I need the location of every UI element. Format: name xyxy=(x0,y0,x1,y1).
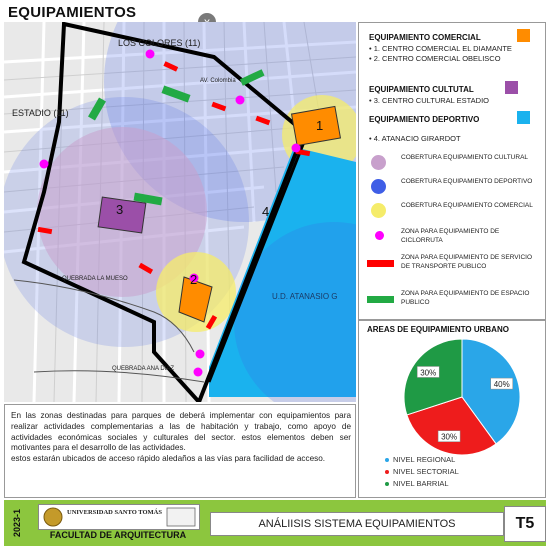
cicloruta-dot xyxy=(194,368,203,377)
legend-dot-sectorial xyxy=(385,470,389,474)
coverage-deportivo-east xyxy=(234,222,356,402)
legend-deportivo-title: EQUIPAMIENTO DEPORTIVO xyxy=(369,115,480,124)
label-quebrada-ana-diaz: QUEBRADA ANA DIAZ xyxy=(112,366,175,372)
legend-panel: EQUIPAMIENTO COMERCIAL • 1. CENTRO COMERCIAL EL DIAMANTE • 2. CENTRO COMERCIAL OBELISCO EQUIPAMIENTO CULTUTAL • 3. CENTRO CULTURAL ESTADIO EQUIPAMIENTO DEPORTIVO • 4. ATANACIO GIRARDOT COBERTURA EQUIPAMIENTO CULTURAL COBERTURA EQUIPAMIENTO DEPORTIVO COBERTURA EQUIPAMIENTO COMERCIAL ZONA PARA EQUIPAMIENTO DE CICLORRUTA ZONA PARA EQUIPAMIENTO DE SERVICIO DE TRANSPORTE PUBLICO ZONA PARA EQUIPAMIENTO DE ESPACIO PUBLICO xyxy=(358,22,546,320)
cicloruta-dot xyxy=(196,350,205,359)
zone-label-4: 4 xyxy=(262,204,270,219)
page-title: EQUIPAMIENTOS xyxy=(8,4,137,21)
label-av-colombia: AV. Colombia xyxy=(200,78,236,84)
zone-label-3: 3 xyxy=(116,202,124,217)
legend-coverage-comercial: COBERTURA EQUIPAMIENTO COMERCIAL xyxy=(401,202,533,209)
legend-coverage-comercial-swatch xyxy=(371,203,386,218)
legend-dot-barrial xyxy=(385,482,389,486)
label-estadio: ESTADIO (11) xyxy=(12,108,69,118)
legend-coverage-cultural-swatch xyxy=(371,155,386,170)
legend-transporte-swatch xyxy=(367,260,394,267)
legend-coverage-cultural: COBERTURA EQUIPAMIENTO CULTURAL xyxy=(401,154,529,161)
zone-label-1: 1 xyxy=(316,118,324,133)
map-panel[interactable] xyxy=(4,22,356,402)
legend-cicloruta-swatch xyxy=(375,231,384,240)
chart-panel xyxy=(358,320,546,498)
legend-regional: NIVEL REGIONAL xyxy=(393,455,456,464)
pie-label-2: 30% xyxy=(420,368,437,378)
legend-barrial: NIVEL BARRIAL xyxy=(393,479,449,488)
label-ud-atanasio: U.D. ATANASIO G xyxy=(272,292,338,301)
legend-deportivo-item: 4. ATANACIO GIRARDOT xyxy=(373,134,461,143)
cicloruta-dot xyxy=(40,160,49,169)
label-quebrada-la-mueso: QUEBRADA LA MUESO xyxy=(62,276,128,282)
cicloruta-dot xyxy=(292,144,301,153)
legend-sectorial: NIVEL SECTORIAL xyxy=(393,467,459,476)
label-los-colores: LOS COLORES (11) xyxy=(118,38,201,48)
university-seal-icon xyxy=(44,508,62,526)
legend-cultural-title: EQUIPAMIENTO CULTUTAL xyxy=(369,85,474,94)
legend-comercial-swatch xyxy=(517,29,530,42)
legend-zone-cicloruta: ZONA PARA EQUIPAMIENTO DE CICLORRUTA xyxy=(401,228,500,244)
description-p1: En las zonas destinadas para parques de deberá implementar con equipamientos para realizar actividades complementarias a las de habitación y trabajo, como apoyo de actividades económicas sociales y culturales del sector. estos elementos deben ser motivantes para el desarrollo de las actividades. xyxy=(11,411,351,453)
zone-label-2: 2 xyxy=(190,272,198,287)
legend-comercial-item: 2. CENTRO COMERCIAL OBELISCO xyxy=(373,54,501,63)
legend-comercial-title: EQUIPAMIENTO COMERCIAL xyxy=(369,33,481,42)
description-panel xyxy=(4,404,356,498)
pie-chart xyxy=(359,335,545,459)
urban-map xyxy=(4,22,356,402)
faculty-label: FACULTAD DE ARQUITECTURA xyxy=(49,530,187,540)
legend-coverage-deportivo: COBERTURA EQUIPAMIENTO DEPORTIVO xyxy=(401,178,533,185)
sheet-code: T5 xyxy=(504,506,546,542)
legend-zone-espacio: ZONA PARA EQUIPAMIENTO DE ESPACIO PUBLICO xyxy=(401,290,530,306)
university-name: UNIVERSIDAD SANTO TOMÁS xyxy=(67,509,162,516)
university-logo xyxy=(38,504,200,530)
sheet-title: ANÁLIISIS SISTEMA EQUIPAMIENTOS xyxy=(210,512,504,536)
chart-title: AREAS DE EQUIPAMIENTO URBANO xyxy=(367,325,509,334)
cicloruta-dot xyxy=(146,50,155,59)
legend-dot-regional xyxy=(385,458,389,462)
legend-deportivo-swatch xyxy=(517,111,530,124)
pie-label-0: 40% xyxy=(493,380,510,390)
cicloruta-dot xyxy=(236,96,245,105)
accreditation-badge-icon xyxy=(167,508,195,526)
legend-comercial-item: 1. CENTRO COMERCIAL EL DIAMANTE xyxy=(373,44,512,53)
legend-cultural-swatch xyxy=(505,81,518,94)
year-label: 2023-1 xyxy=(12,508,22,538)
description-p2: estos estarán ubicados de acceso rápido aledaños a las vías para facilidad de acceso. xyxy=(11,454,326,464)
pie-label-1: 30% xyxy=(441,432,458,442)
legend-cultural-item: 3. CENTRO CULTURAL ESTADIO xyxy=(373,96,490,105)
legend-zone-transporte: ZONA PARA EQUIPAMIENTO DE SERVICIO DE TRANSPORTE PUBLICO xyxy=(401,254,532,270)
legend-espacio-swatch xyxy=(367,296,394,303)
legend-coverage-deportivo-swatch xyxy=(371,179,386,194)
